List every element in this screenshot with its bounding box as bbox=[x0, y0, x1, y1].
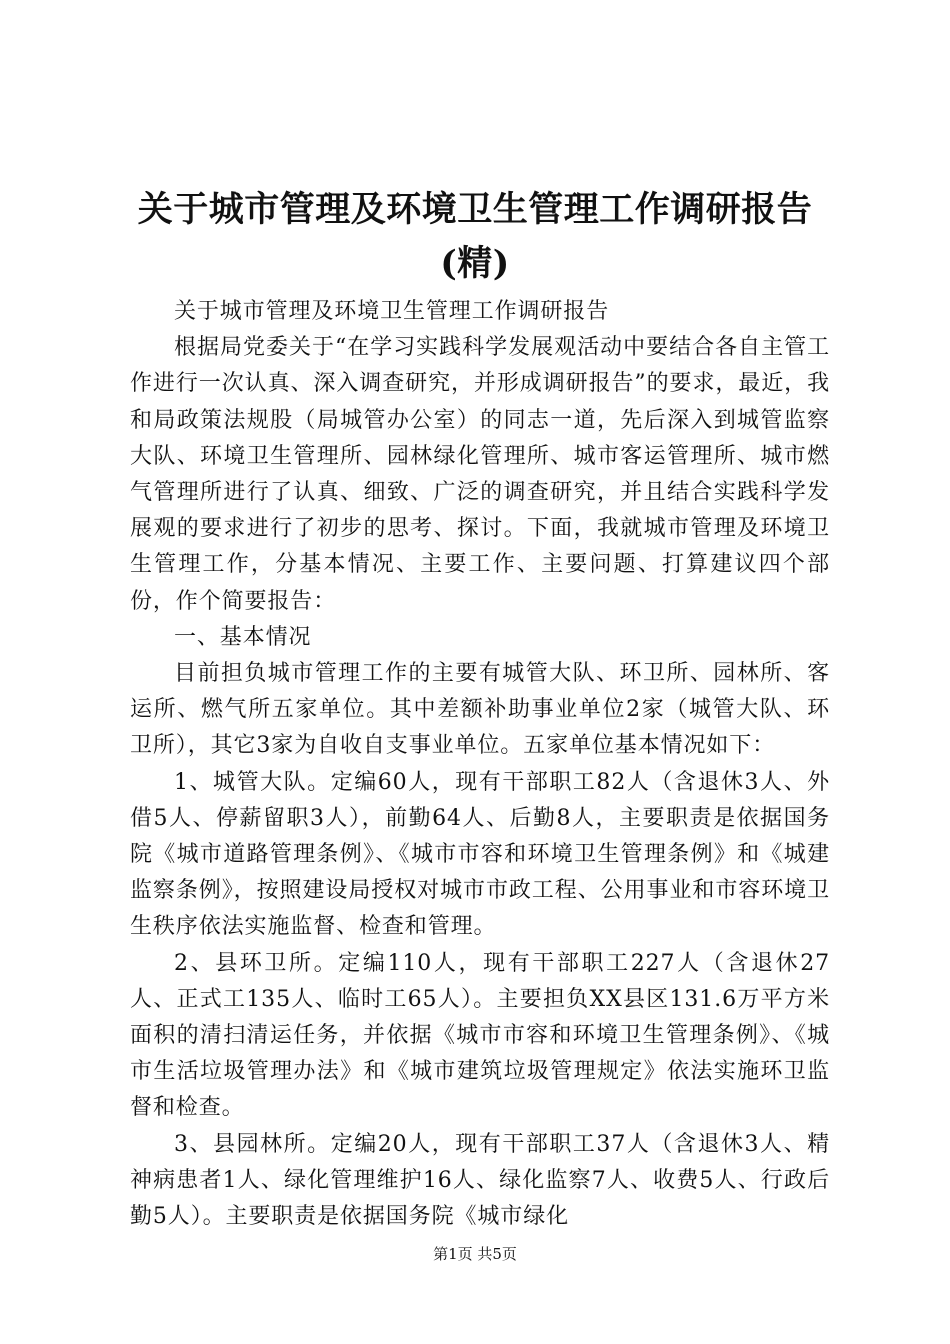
document-title-suffix: (精) bbox=[440, 243, 510, 284]
paragraph-garden-office: 3、县园林所。定编20人，现有干部职工37人（含退休3人、精神病患者1人、绿化管理维护16人、绿化监察7人、收费5人、行政后勤5人）。主要职责是依据国务院《城市绿化 bbox=[130, 1131, 830, 1230]
paragraph-city-management-team: 1、城管大队。定编60人，现有干部职工82人（含退休3人、外借5人、停薪留职3人），前勤64人、后勤8人，主要职责是依据国务院《城市道路管理条例》、《城市市容和环境卫生管理条例》和《城建监察条例》，按照建设局授权对城市市政工程、公用事业和市容环境卫生秩序依法实施监督、检查和管理。 bbox=[130, 769, 830, 940]
paragraph-subtitle: 关于城市管理及环境卫生管理工作调研报告 bbox=[174, 299, 610, 324]
document-title: 关于城市管理及环境卫生管理工作调研报告 bbox=[137, 189, 813, 230]
page-footer: 第1页 共5页 bbox=[433, 1245, 517, 1263]
paragraph-sanitation-office: 2、县环卫所。定编110人，现有干部职工227人（含退休27人、正式工135人、临时工65人）。主要担负XX县区131.6万平方米面积的清扫清运任务，并依据《城市市容和环境卫生管理条例》、《城市生活垃圾管理办法》和《城市建筑垃圾管理规定》依法实施环卫监督和检查。 bbox=[130, 950, 830, 1121]
paragraph-units-overview: 目前担负城市管理工作的主要有城管大队、环卫所、园林所、客运所、燃气所五家单位。其中差额补助事业单位2家（城管大队、环卫所），其它3家为自收自支事业单位。五家单位基本情况如下： bbox=[130, 661, 830, 759]
paragraph-intro: 根据局党委关于“在学习实践科学发展观活动中要结合各自主管工作进行一次认真、深入调查研究，并形成调研报告”的要求，最近，我和局政策法规股（局城管办公室）的同志一道，先后深入到城管监察大队、环境卫生管理所、园林绿化管理所、城市客运管理所、城市燃气管理所进行了认真、细致、广泛的调查研究，并且结合实践科学发展观的要求进行了初步的思考、探讨。下面，我就城市管理及环境卫生管理工作，分基本情况、主要工作、主要问题、打算建议四个部份，作个简要报告： bbox=[130, 335, 830, 614]
section-heading-basic-situation: 一、基本情况 bbox=[174, 624, 312, 650]
document-body bbox=[130, 294, 830, 1235]
